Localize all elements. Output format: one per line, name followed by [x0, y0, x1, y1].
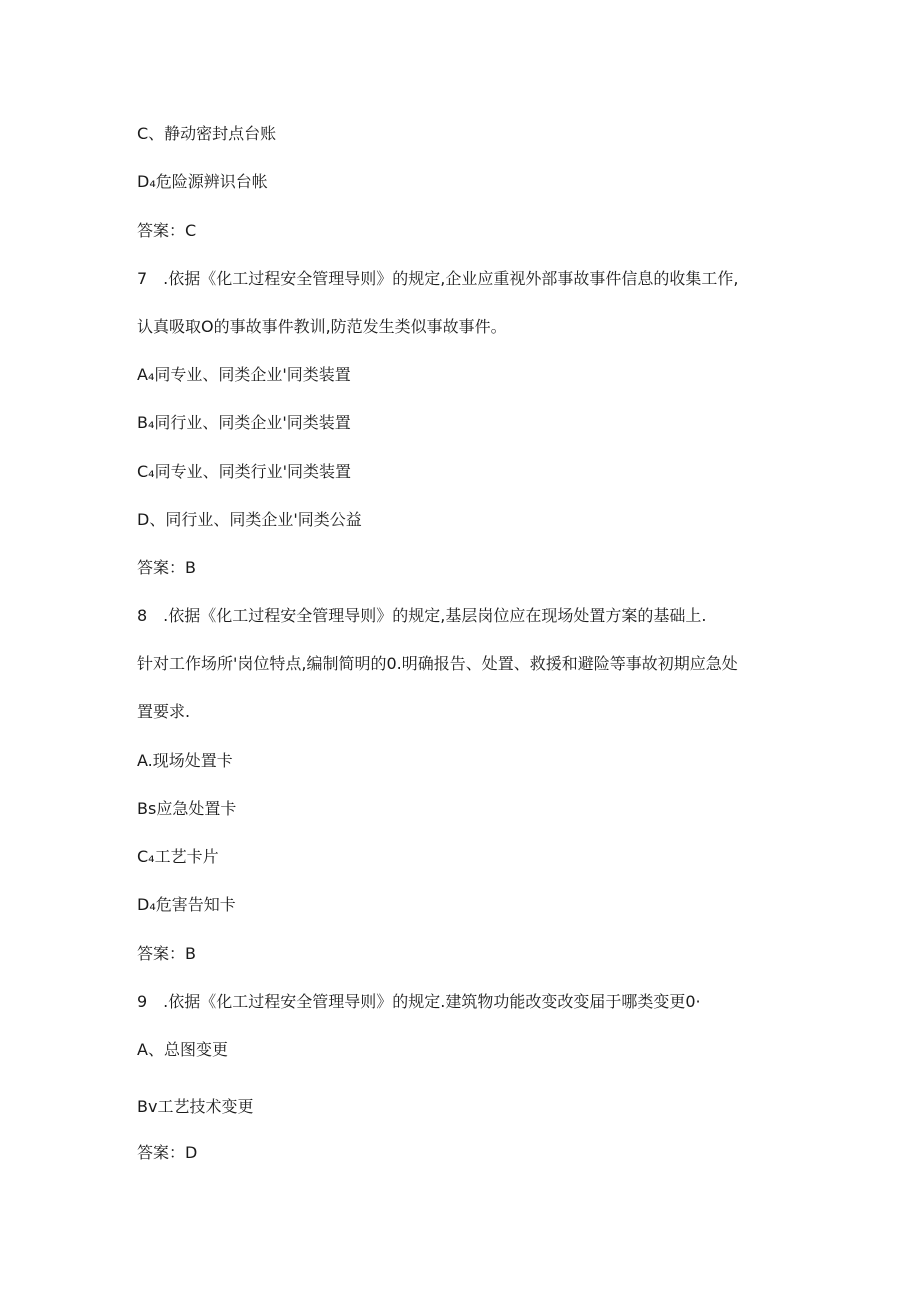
option-b-q9: Bv工艺技术变更: [137, 1097, 254, 1116]
option-d-q7: D、同行业、同类企业'同类公益: [137, 510, 362, 529]
question-7-line-1: 7 .依据《化工过程安全管理导则》的规定,企业应重视外部事故事件信息的收集工作,: [137, 269, 739, 288]
option-b-q7: B₄同行业、同类企业'同类装置: [137, 413, 351, 432]
answer-q6: 答案：C: [137, 221, 197, 240]
option-a-q8: A.现场处置卡: [137, 751, 233, 770]
option-c-q7: C₄同专业、同类行业'同类装置: [137, 462, 351, 481]
option-a-q7: A₄同专业、同类企业'同类装置: [137, 365, 351, 384]
option-a-q9: A、总图变更: [137, 1040, 228, 1059]
question-9-line-1: 9 .依据《化工过程安全管理导则》的规定.建筑物功能改变改变届于哪类变更0·: [137, 992, 701, 1011]
option-d-q8: D₄危害告知卡: [137, 895, 236, 914]
question-7-line-2: 认真吸取O的事故事件教训,防范发生类似事故事件。: [137, 317, 507, 336]
answer-q9: 答案：D: [137, 1143, 198, 1162]
question-8-line-1: 8 .依据《化工过程安全管理导则》的规定,基层岗位应在现场处置方案的基础上.: [137, 606, 707, 625]
question-8-line-2: 针对工作场所'岗位特点,编制简明的0.明确报告、处置、救援和避险等事故初期应急处: [137, 654, 738, 673]
option-d-q6: D₄危险源辨识台帐: [137, 172, 268, 191]
option-c-q8: C₄工艺卡片: [137, 847, 219, 866]
answer-q7: 答案：B: [137, 558, 196, 577]
option-c-q6: C、静动密封点台账: [137, 124, 277, 143]
option-b-q8: Bs应急处置卡: [137, 799, 237, 818]
question-8-line-3: 置要求.: [137, 702, 191, 721]
answer-q8: 答案：B: [137, 944, 196, 963]
